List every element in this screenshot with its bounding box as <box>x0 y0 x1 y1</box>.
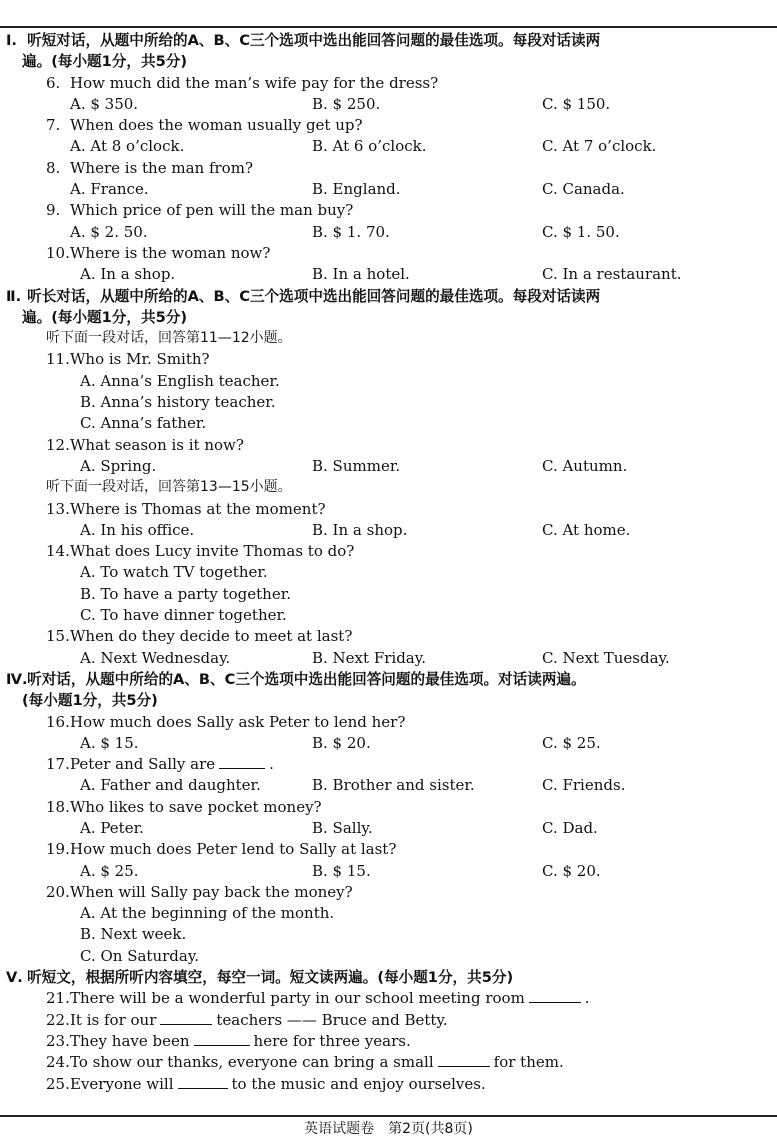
option-c: C. At 7 o’clock. <box>542 137 657 156</box>
question-10-options <box>0 264 777 285</box>
top-rule <box>0 26 777 28</box>
question-19 <box>0 839 777 860</box>
question-number: 11. <box>46 350 70 369</box>
question-text: How much does Sally ask Peter to lend her? <box>70 712 406 731</box>
question-number: 12. <box>46 435 70 454</box>
option-a: A. In his office. <box>80 520 195 539</box>
exam-content <box>0 30 777 1095</box>
question-text: When will Sally pay back the money? <box>70 882 353 901</box>
question-12-options <box>0 456 777 477</box>
question-8 <box>0 158 777 179</box>
option-a: A. $ 2. 50. <box>70 222 148 241</box>
section-4-heading <box>0 669 777 690</box>
question-text: When does the woman usually get up? <box>70 116 363 135</box>
question-text-end: here for three years. <box>253 1031 411 1050</box>
question-number: 21. <box>46 989 70 1008</box>
option-b: B. $ 250. <box>312 94 381 113</box>
option-c: C. At home. <box>542 520 631 539</box>
option-a: A. Father and daughter. <box>80 776 261 795</box>
question-10 <box>0 243 777 264</box>
answer-blank[interactable] <box>529 988 581 1003</box>
question-18-options <box>0 818 777 839</box>
question-22 <box>0 1010 777 1031</box>
page-footer: 英语试题卷 第2页(共8页) <box>304 1121 473 1137</box>
option-c: C. Anna’s father. <box>80 414 207 433</box>
option-c: C. $ 1. 50. <box>542 222 620 241</box>
section-1-heading-cont: 遍。(每小题1分，共5分) <box>22 53 187 71</box>
question-11 <box>0 349 777 370</box>
question-16 <box>0 712 777 733</box>
question-number: 6. <box>46 73 61 92</box>
option-a: A. At 8 o’clock. <box>70 137 185 156</box>
option-b: B. $ 20. <box>312 733 371 752</box>
option-a: A. France. <box>70 180 149 199</box>
option-b: B. Summer. <box>312 456 401 475</box>
question-text: Peter and Sally are <box>70 755 216 774</box>
question-text-end: for them. <box>493 1053 564 1072</box>
question-text-end: . <box>584 989 590 1008</box>
question-text: What season is it now? <box>70 435 244 454</box>
question-25 <box>0 1074 777 1095</box>
option-a: A. $ 25. <box>80 861 139 880</box>
question-8-options <box>0 179 777 200</box>
question-text: It is for our <box>70 1010 157 1029</box>
option-c: C. Friends. <box>542 776 626 795</box>
option-b: B. Next Friday. <box>312 648 426 667</box>
section-number: Ⅳ. <box>6 670 28 688</box>
question-text: Everyone will <box>70 1074 174 1093</box>
option-c: C. $ 20. <box>542 861 601 880</box>
section-2-heading <box>0 286 777 307</box>
question-text: There will be a wonderful party in our school meeting room <box>70 989 525 1008</box>
answer-blank[interactable] <box>178 1074 228 1089</box>
section-title: 听短对话，从题中所给的A、B、C三个选项中选出能回答问题的最佳选项。每段对话读两 <box>27 32 601 49</box>
bottom-rule <box>0 1115 777 1117</box>
question-number: 14. <box>46 542 70 561</box>
question-text: Which price of pen will the man buy? <box>70 201 354 220</box>
option-c: C. Dad. <box>542 818 598 837</box>
question-9-options <box>0 222 777 243</box>
question-number: 25. <box>46 1074 70 1093</box>
question-16-options <box>0 733 777 754</box>
question-23 <box>0 1031 777 1052</box>
option-c: C. On Saturday. <box>80 946 200 965</box>
question-number: 10. <box>46 243 70 262</box>
question-number: 20. <box>46 882 70 901</box>
question-number: 19. <box>46 840 70 859</box>
option-a: A. Peter. <box>80 818 144 837</box>
option-b: B. To have a party together. <box>80 584 292 603</box>
question-number: 9. <box>46 201 61 220</box>
dialogue-intro-1: 听下面一段对话，回答第11—12小题。 <box>46 330 292 347</box>
option-c: C. Next Tuesday. <box>542 648 670 667</box>
question-text: Who is Mr. Smith? <box>70 350 210 369</box>
question-text: Who likes to save pocket money? <box>70 797 322 816</box>
question-19-options <box>0 861 777 882</box>
question-text: Where is the woman now? <box>70 243 271 262</box>
question-number: 23. <box>46 1031 70 1050</box>
option-c: C. $ 25. <box>542 733 601 752</box>
question-number: 18. <box>46 797 70 816</box>
question-17 <box>0 754 777 775</box>
option-b: B. Brother and sister. <box>312 776 475 795</box>
answer-blank[interactable] <box>194 1031 250 1046</box>
question-6-options <box>0 94 777 115</box>
option-b: B. Sally. <box>312 818 373 837</box>
question-text: To show our thanks, everyone can bring a small <box>70 1053 434 1072</box>
section-title: 听长对话，从题中所给的A、B、C三个选项中选出能回答问题的最佳选项。每段对话读两 <box>27 287 601 305</box>
question-9 <box>0 200 777 221</box>
question-21 <box>0 988 777 1009</box>
question-number: 22. <box>46 1010 70 1029</box>
question-text: How much does Peter lend to Sally at last? <box>70 840 397 859</box>
question-7-options <box>0 136 777 157</box>
option-a: A. To watch TV together. <box>80 563 268 582</box>
option-b: B. $ 15. <box>312 861 371 880</box>
option-b: B. England. <box>312 180 401 199</box>
answer-blank[interactable] <box>160 1010 212 1025</box>
question-text: How much did the man’s wife pay for the dress? <box>70 73 439 92</box>
option-b: B. At 6 o’clock. <box>312 137 427 156</box>
option-b: B. In a hotel. <box>312 265 410 284</box>
option-a: A. $ 15. <box>80 733 139 752</box>
question-number: 24. <box>46 1053 70 1072</box>
question-13-options <box>0 520 777 541</box>
question-12 <box>0 435 777 456</box>
question-14 <box>0 541 777 562</box>
section-title: 听对话，从题中所给的A、B、C三个选项中选出能回答问题的最佳选项。对话读两遍。 <box>27 670 586 688</box>
section-number: Ⅴ. <box>6 969 23 987</box>
question-13 <box>0 499 777 520</box>
question-text: When do they decide to meet at last? <box>70 627 353 646</box>
dialogue-intro-2: 听下面一段对话，回答第13—15小题。 <box>46 479 292 496</box>
question-text: Where is the man from? <box>70 158 253 177</box>
option-a: A. $ 350. <box>70 94 139 113</box>
question-17-options <box>0 775 777 796</box>
question-7 <box>0 115 777 136</box>
option-b: B. Anna’s history teacher. <box>80 393 276 412</box>
answer-blank[interactable] <box>219 754 265 769</box>
section-5-heading <box>0 967 777 988</box>
section-number: Ⅰ. <box>6 32 17 49</box>
option-c: C. Canada. <box>542 180 625 199</box>
section-number: Ⅱ. <box>6 287 22 305</box>
question-text: They have been <box>70 1031 190 1050</box>
question-number: 17. <box>46 755 70 774</box>
option-a: A. At the beginning of the month. <box>80 904 335 923</box>
option-b: B. $ 1. 70. <box>312 222 390 241</box>
answer-blank[interactable] <box>438 1052 490 1067</box>
option-c: C. Autumn. <box>542 456 628 475</box>
section-4-heading-cont: (每小题1分，共5分) <box>22 692 158 710</box>
option-a: A. Spring. <box>80 456 157 475</box>
question-text-end: teachers —— Bruce and Betty. <box>216 1010 448 1029</box>
question-number: 7. <box>46 116 61 135</box>
section-1-heading <box>0 30 777 51</box>
question-number: 13. <box>46 499 70 518</box>
question-number: 15. <box>46 627 70 646</box>
section-title: 听短文，根据所听内容填空，每空一词。短文读两遍。(每小题1分，共5分) <box>27 969 514 987</box>
question-15 <box>0 626 777 647</box>
option-c: C. To have dinner together. <box>80 606 287 625</box>
section-2-heading-cont: 遍。(每小题1分，共5分) <box>22 308 187 326</box>
option-b: B. Next week. <box>80 925 187 944</box>
question-text-end: . <box>269 755 274 774</box>
question-18 <box>0 797 777 818</box>
option-a: A. Next Wednesday. <box>80 648 231 667</box>
question-text: Where is Thomas at the moment? <box>70 499 326 518</box>
question-24 <box>0 1052 777 1073</box>
option-c: C. $ 150. <box>542 94 611 113</box>
question-text-end: to the music and enjoy ourselves. <box>231 1074 486 1093</box>
question-6 <box>0 73 777 94</box>
option-c: C. In a restaurant. <box>542 265 682 284</box>
question-20 <box>0 882 777 903</box>
option-a: A. Anna’s English teacher. <box>80 371 280 390</box>
option-a: A. In a shop. <box>80 265 176 284</box>
option-b: B. In a shop. <box>312 520 408 539</box>
question-text: What does Lucy invite Thomas to do? <box>70 542 355 561</box>
question-number: 16. <box>46 712 70 731</box>
question-number: 8. <box>46 158 61 177</box>
question-15-options <box>0 648 777 669</box>
